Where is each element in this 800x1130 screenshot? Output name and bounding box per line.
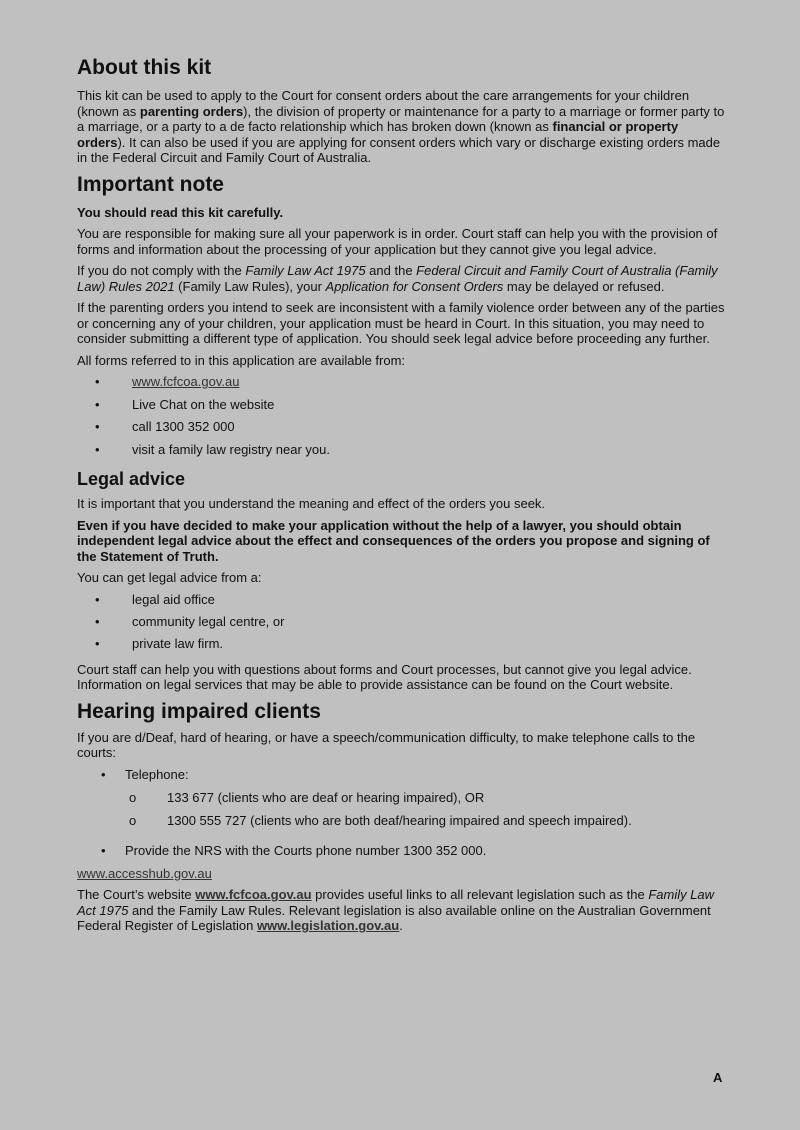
responsibility-paragraph: You are responsible for making sure all your paperwork is in order. Court staff can help you with the provision of forms and information about the processing of your application but they cannot give you legal advice. xyxy=(77,226,718,257)
bullet-icon: • xyxy=(95,419,100,434)
bullet-icon: • xyxy=(95,635,100,651)
page-letter: A xyxy=(713,1070,723,1085)
list-item: • legal aid office xyxy=(95,591,215,607)
family-violence-paragraph: If the parenting orders you intend to seek are inconsistent with a family violence order between any of the parties or concerning any of your children, your application must be heard in Court. In this situation, you may need to consider submitting a different type of application. You should seek legal advice before proceeding any further. xyxy=(77,300,725,346)
list-item: • call 1300 352 000 xyxy=(95,419,235,434)
list-item: o 133 677 (clients who are deaf or hearing impaired), OR xyxy=(129,790,485,805)
list-item: • visit a family law registry near you. xyxy=(95,441,330,457)
list-item: • Telephone: o 133 677 (clients who are deaf or hearing impaired), OR o 1300 555 727 (clients who are both deaf/hearing impaired and speech impaired). xyxy=(77,767,727,837)
hearing-impaired-heading: Hearing impaired clients xyxy=(77,699,321,723)
about-paragraph: This kit can be used to apply to the Court for consent orders about the care arrangements for your children (known as parenting orders), the division of property or maintenance for a party to a marriage or former party to a marriage, or a party to a de facto relationship which has broken down (known as financial or property orders). It can also be used if you are applying for consent orders which vary or discharge existing orders made in the Federal Circuit and Family Court of Australia. xyxy=(77,88,725,165)
read-kit-notice: You should read this kit carefully. xyxy=(77,204,284,220)
list-item xyxy=(77,374,727,397)
list-item: • private law firm. xyxy=(95,635,224,651)
legal-sources-list xyxy=(77,592,727,658)
bullet-icon: • xyxy=(101,766,106,782)
hearing-intro-paragraph: If you are d/Deaf, hard of hearing, or have a speech/communication difficulty, to make telephone calls to the courts: xyxy=(77,729,696,760)
accesshub-line xyxy=(77,866,727,882)
legal-advice-heading: Legal advice xyxy=(77,469,186,489)
bullet-icon: • xyxy=(95,591,100,607)
document-page xyxy=(77,55,727,940)
legislation-link[interactable]: www.legislation.gov.au xyxy=(256,918,400,933)
bullet-icon: • xyxy=(95,396,100,412)
court-staff-paragraph: Court staff can help you with questions about forms and Court processes, but cannot give you legal advice. Information on legal services that may be able to provide assistance can be found on the Court website. xyxy=(77,661,692,692)
list-item: • community legal centre, or xyxy=(95,613,285,629)
circle-bullet-icon: o xyxy=(129,790,137,805)
list-item: o 1300 555 727 (clients who are both deaf/hearing impaired and speech impaired). xyxy=(129,813,632,828)
compliance-paragraph: If you do not comply with the Family Law Act 1975 and the Federal Circuit and Family Court of Australia (Family Law) Rules 2021 (Family Law Rules), your Application for Consent Orders may be delayed or refused. xyxy=(77,263,718,294)
bullet-icon: • xyxy=(95,613,100,629)
circle-bullet-icon: o xyxy=(129,813,137,828)
forms-available-paragraph: All forms referred to in this application are available from: xyxy=(77,352,406,368)
legal-advice-notice: Even if you have decided to make your application without the help of a lawyer, you should obtain independent legal advice about the effect and consequences of the orders you propose and signing of the Statement of Truth. xyxy=(77,517,710,564)
telephone-sublist xyxy=(125,790,727,836)
bullet-icon: • xyxy=(101,843,106,858)
legislation-paragraph: The Court’s website www.fcfcoa.gov.au provides useful links to all relevant legislation such as the Family Law Act 1975 and the Family Law Rules. Relevant legislation is also available online on the Australian Government Federal Register of Legislation www.legislation.gov.au. xyxy=(77,887,715,933)
financial-orders-term: financial or property orders xyxy=(77,119,679,150)
list-item: • Provide the NRS with the Courts phone number 1300 352 000. xyxy=(101,843,487,858)
legal-source-paragraph: You can get legal advice from a: xyxy=(77,570,262,585)
legal-meaning-paragraph: It is important that you understand the meaning and effect of the orders you seek. xyxy=(77,496,546,511)
forms-sources-list xyxy=(77,374,727,464)
accesshub-link[interactable]: www.accesshub.gov.au xyxy=(77,865,212,881)
about-heading: About this kit xyxy=(77,56,212,79)
bullet-icon: • xyxy=(95,374,100,389)
list-item: • Live Chat on the website xyxy=(95,396,275,412)
hearing-options-list xyxy=(77,767,727,859)
fcfcoa-website-link[interactable]: www.fcfcoa.gov.au xyxy=(195,887,312,902)
fcfcoa-link[interactable]: www.fcfcoa.gov.au xyxy=(132,374,240,389)
bullet-icon: • xyxy=(95,441,100,457)
important-heading: Important note xyxy=(77,172,224,196)
parenting-orders-term: parenting orders xyxy=(139,103,244,119)
